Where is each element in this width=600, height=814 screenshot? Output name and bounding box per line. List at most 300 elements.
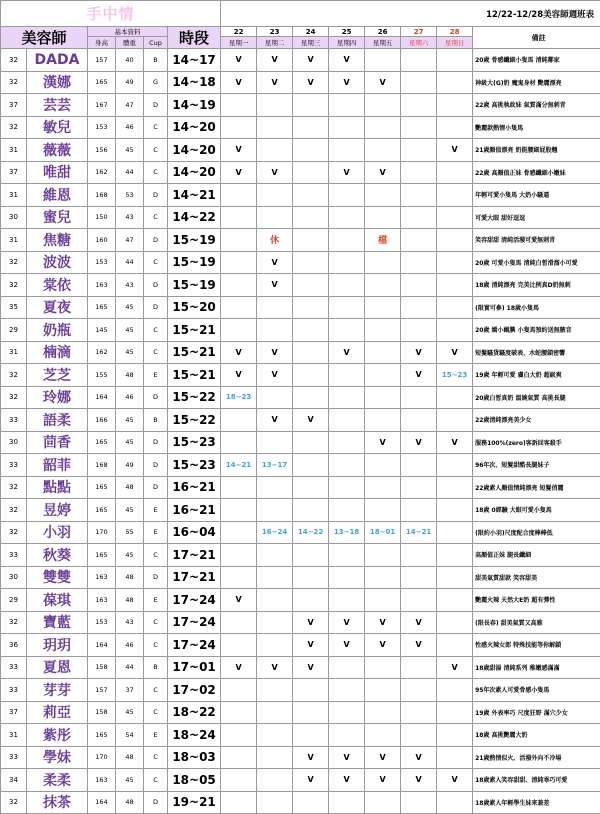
stylist-id: 36 <box>1 634 27 657</box>
stylist-name: 波波 <box>27 251 88 274</box>
day-cell-25 <box>329 476 365 499</box>
stylist-height: 164 <box>88 634 116 657</box>
stylist-time-slot: 17~21 <box>168 566 221 589</box>
day-cell-28 <box>437 679 473 702</box>
stylist-id: 30 <box>1 206 27 229</box>
day-cell-26 <box>365 544 401 567</box>
stylist-cup: D <box>144 274 168 297</box>
day-cell-24 <box>293 431 329 454</box>
day-cell-26 <box>365 791 401 814</box>
day-cell-27: V <box>401 431 437 454</box>
day-cell-22 <box>221 679 257 702</box>
day-cell-22: V <box>221 161 257 184</box>
stylist-weight: 53 <box>116 184 144 207</box>
stylist-id: 32 <box>1 476 27 499</box>
stylist-row <box>1 386 600 409</box>
stylist-row <box>1 679 600 702</box>
stylist-time-slot: 18~22 <box>168 701 221 724</box>
day-cell-25 <box>329 589 365 612</box>
stylist-cup: E <box>144 724 168 747</box>
stylist-name: 夏恩 <box>27 656 88 679</box>
stylist-row <box>1 791 600 814</box>
stylist-id: 32 <box>1 364 27 387</box>
day-cell-25 <box>329 139 365 162</box>
day-cell-26 <box>365 364 401 387</box>
day-cell-27 <box>401 161 437 184</box>
day-cell-23: V <box>257 341 293 364</box>
day-cell-26 <box>365 94 401 117</box>
stylist-weight: 47 <box>116 229 144 252</box>
date-header-28: 28 <box>437 27 473 37</box>
day-cell-27: V <box>401 341 437 364</box>
stylist-height: 164 <box>88 791 116 814</box>
stylist-id: 31 <box>1 184 27 207</box>
weekday-header-mon: 星期一 <box>221 37 257 49</box>
stylist-height: 168 <box>88 184 116 207</box>
day-cell-23 <box>257 386 293 409</box>
day-cell-22: V <box>221 656 257 679</box>
day-cell-26 <box>365 656 401 679</box>
stylist-note: 18歲 高挑艷麗大奶 <box>473 724 600 747</box>
stylist-id: 32 <box>1 49 27 72</box>
stylist-name: 昱婷 <box>27 499 88 522</box>
day-cell-23 <box>257 206 293 229</box>
stylist-time-slot: 17~24 <box>168 611 221 634</box>
col-basic-info-header: 基本資料 <box>88 27 168 37</box>
stylist-cup: E <box>144 499 168 522</box>
stylist-name: 芽芽 <box>27 679 88 702</box>
day-cell-24: 14~22 <box>293 521 329 544</box>
day-cell-28 <box>437 251 473 274</box>
day-cell-26 <box>365 341 401 364</box>
stylist-height: 164 <box>88 386 116 409</box>
stylist-cup: D <box>144 296 168 319</box>
day-cell-28 <box>437 116 473 139</box>
day-cell-27 <box>401 184 437 207</box>
day-cell-23: V <box>257 71 293 94</box>
day-cell-24 <box>293 454 329 477</box>
day-cell-24: V <box>293 49 329 72</box>
day-cell-22 <box>221 251 257 274</box>
day-cell-27 <box>401 251 437 274</box>
stylist-note: (限實可參) 18歲小隻馬 <box>473 296 600 319</box>
stylist-weight: 45 <box>116 319 144 342</box>
stylist-note: 95年次素人可愛骨感小隻馬 <box>473 679 600 702</box>
day-cell-22: V <box>221 364 257 387</box>
day-cell-28 <box>437 476 473 499</box>
stylist-name: 寶藍 <box>27 611 88 634</box>
day-cell-27 <box>401 656 437 679</box>
stylist-cup: D <box>144 566 168 589</box>
day-cell-28 <box>437 454 473 477</box>
date-header-24: 24 <box>293 27 329 37</box>
stylist-time-slot: 14~20 <box>168 116 221 139</box>
day-cell-25: V <box>329 161 365 184</box>
stylist-row <box>1 521 600 544</box>
day-cell-26 <box>365 49 401 72</box>
col-time-header: 時段 <box>168 27 221 49</box>
day-cell-27 <box>401 476 437 499</box>
day-cell-26 <box>365 499 401 522</box>
day-cell-23: V <box>257 161 293 184</box>
stylist-time-slot: 14~17 <box>168 49 221 72</box>
day-cell-28: V <box>437 139 473 162</box>
stylist-note: 甜美氣質甜款 笑容甜美 <box>473 566 600 589</box>
day-cell-27 <box>401 274 437 297</box>
day-cell-26: V <box>365 71 401 94</box>
stylist-weight: 46 <box>116 116 144 139</box>
stylist-height: 166 <box>88 409 116 432</box>
day-cell-28 <box>437 184 473 207</box>
day-cell-26 <box>365 724 401 747</box>
stylist-height: 170 <box>88 746 116 769</box>
day-cell-27 <box>401 49 437 72</box>
day-cell-24 <box>293 476 329 499</box>
day-cell-28 <box>437 319 473 342</box>
stylist-row <box>1 184 600 207</box>
stylist-cup: C <box>144 634 168 657</box>
stylist-id: 32 <box>1 791 27 814</box>
stylist-weight: 37 <box>116 679 144 702</box>
day-cell-24: V <box>293 656 329 679</box>
stylist-height: 165 <box>88 724 116 747</box>
stylist-name: 莉亞 <box>27 701 88 724</box>
day-cell-23 <box>257 769 293 792</box>
stylist-row <box>1 296 600 319</box>
stylist-row <box>1 724 600 747</box>
stylist-row <box>1 769 600 792</box>
stylist-height: 165 <box>88 431 116 454</box>
stylist-row <box>1 701 600 724</box>
stylist-note: 高顏值正妹 腿長纖細 <box>473 544 600 567</box>
stylist-cup: C <box>144 544 168 567</box>
schedule-title: 12/22-12/28美容師週班表 <box>221 1 600 27</box>
stylist-height: 165 <box>88 296 116 319</box>
day-cell-23 <box>257 544 293 567</box>
stylist-name: 蜜兒 <box>27 206 88 229</box>
day-cell-26: 18~01 <box>365 521 401 544</box>
day-cell-28 <box>437 206 473 229</box>
stylist-time-slot: 16~21 <box>168 499 221 522</box>
stylist-row <box>1 589 600 612</box>
day-cell-23: V <box>257 656 293 679</box>
day-cell-23 <box>257 476 293 499</box>
day-cell-25 <box>329 701 365 724</box>
day-cell-22 <box>221 701 257 724</box>
day-cell-26: V <box>365 161 401 184</box>
stylist-weight: 48 <box>116 746 144 769</box>
stylist-weight: 45 <box>116 769 144 792</box>
stylist-note: 20歲 嬌小靦腆 小隻馬預約送無腋音 <box>473 319 600 342</box>
day-cell-24 <box>293 589 329 612</box>
stylist-cup: D <box>144 94 168 117</box>
stylist-time-slot: 15~19 <box>168 229 221 252</box>
stylist-note: 18歲素人笑容甜甜、清純乖巧可愛 <box>473 769 600 792</box>
stylist-note: 笑容甜甜 清純活潑可愛無刺青 <box>473 229 600 252</box>
day-cell-23 <box>257 611 293 634</box>
stylist-cup: C <box>144 319 168 342</box>
stylist-cup: C <box>144 679 168 702</box>
day-cell-28: V <box>437 341 473 364</box>
day-cell-27 <box>401 409 437 432</box>
stylist-cup: C <box>144 611 168 634</box>
weekday-header-sun: 星期日 <box>437 37 473 49</box>
day-cell-26 <box>365 184 401 207</box>
stylist-name: 小羽 <box>27 521 88 544</box>
day-cell-26 <box>365 589 401 612</box>
header-row-1 <box>1 27 600 37</box>
stylist-height: 168 <box>88 454 116 477</box>
stylist-height: 157 <box>88 49 116 72</box>
day-cell-27 <box>401 296 437 319</box>
stylist-name: 玥玥 <box>27 634 88 657</box>
day-cell-25 <box>329 296 365 319</box>
stylist-height: 165 <box>88 499 116 522</box>
stylist-id: 33 <box>1 746 27 769</box>
stylist-height: 153 <box>88 116 116 139</box>
stylist-name: 奶瓶 <box>27 319 88 342</box>
stylist-height: 162 <box>88 161 116 184</box>
day-cell-24 <box>293 544 329 567</box>
day-cell-26 <box>365 701 401 724</box>
day-cell-28 <box>437 409 473 432</box>
stylist-row <box>1 71 600 94</box>
date-header-27: 27 <box>401 27 437 37</box>
stylist-height: 145 <box>88 319 116 342</box>
stylist-weight: 49 <box>116 454 144 477</box>
stylist-name: 玲娜 <box>27 386 88 409</box>
day-cell-22 <box>221 94 257 117</box>
stylist-id: 31 <box>1 341 27 364</box>
date-header-25: 25 <box>329 27 365 37</box>
day-cell-24 <box>293 319 329 342</box>
day-cell-24 <box>293 701 329 724</box>
stylist-weight: 45 <box>116 544 144 567</box>
day-cell-28 <box>437 521 473 544</box>
stylist-time-slot: 16~04 <box>168 521 221 544</box>
stylist-time-slot: 14~20 <box>168 161 221 184</box>
day-cell-23: V <box>257 364 293 387</box>
day-cell-27 <box>401 206 437 229</box>
day-cell-28: V <box>437 656 473 679</box>
day-cell-25: V <box>329 71 365 94</box>
day-cell-24 <box>293 791 329 814</box>
stylist-weight: 48 <box>116 476 144 499</box>
day-cell-22: V <box>221 139 257 162</box>
stylist-name: 芝芝 <box>27 364 88 387</box>
day-cell-25 <box>329 431 365 454</box>
stylist-time-slot: 17~24 <box>168 634 221 657</box>
stylist-id: 33 <box>1 454 27 477</box>
stylist-id: 32 <box>1 116 27 139</box>
day-cell-25 <box>329 791 365 814</box>
stylist-height: 163 <box>88 274 116 297</box>
stylist-row <box>1 656 600 679</box>
stylist-name: 紫彤 <box>27 724 88 747</box>
stylist-height: 158 <box>88 701 116 724</box>
stylist-row <box>1 251 600 274</box>
day-cell-24 <box>293 251 329 274</box>
day-cell-26: V <box>365 746 401 769</box>
stylist-name: 唯甜 <box>27 161 88 184</box>
stylist-height: 153 <box>88 611 116 634</box>
stylist-note: 21歲熱情似火、活潑外向不冷場 <box>473 746 600 769</box>
stylist-cup: C <box>144 206 168 229</box>
stylist-cup: D <box>144 791 168 814</box>
day-cell-24: V <box>293 634 329 657</box>
stylist-time-slot: 15~21 <box>168 364 221 387</box>
day-cell-25 <box>329 116 365 139</box>
day-cell-22 <box>221 274 257 297</box>
stylist-cup: B <box>144 49 168 72</box>
day-cell-24: V <box>293 611 329 634</box>
day-cell-24 <box>293 206 329 229</box>
logo-cell <box>1 1 221 27</box>
day-cell-28 <box>437 229 473 252</box>
day-cell-26 <box>365 116 401 139</box>
day-cell-27 <box>401 229 437 252</box>
day-cell-22 <box>221 521 257 544</box>
day-cell-24: V <box>293 746 329 769</box>
stylist-name: 芸芸 <box>27 94 88 117</box>
stylist-note: 19歲 年輕可愛 膚白大奶 超級爽 <box>473 364 600 387</box>
day-cell-26 <box>365 296 401 319</box>
stylist-weight: 54 <box>116 724 144 747</box>
stylist-time-slot: 15~20 <box>168 296 221 319</box>
stylist-id: 32 <box>1 274 27 297</box>
day-cell-27 <box>401 499 437 522</box>
day-cell-25 <box>329 184 365 207</box>
day-cell-23 <box>257 94 293 117</box>
stylist-note: 22歲素人顏值情純漂亮 短髮俏麗 <box>473 476 600 499</box>
stylist-row <box>1 364 600 387</box>
stylist-note: 96年次、短髮甜酷長腿妹子 <box>473 454 600 477</box>
weekday-header-tue: 星期二 <box>257 37 293 49</box>
stylist-height: 163 <box>88 589 116 612</box>
stylist-note: 21歲顏值漂亮 奶挺腰細屁股翹 <box>473 139 600 162</box>
day-cell-23: 休 <box>257 229 293 252</box>
day-cell-28 <box>437 386 473 409</box>
stylist-name: 夏夜 <box>27 296 88 319</box>
stylist-time-slot: 18~03 <box>168 746 221 769</box>
stylist-cup: C <box>144 769 168 792</box>
day-cell-28 <box>437 791 473 814</box>
stylist-cup: E <box>144 364 168 387</box>
stylist-name: 茴香 <box>27 431 88 454</box>
day-cell-22 <box>221 184 257 207</box>
stylist-id: 31 <box>1 724 27 747</box>
day-cell-22 <box>221 746 257 769</box>
day-cell-23 <box>257 139 293 162</box>
stylist-cup: D <box>144 431 168 454</box>
day-cell-23: V <box>257 274 293 297</box>
day-cell-25 <box>329 319 365 342</box>
day-cell-24 <box>293 386 329 409</box>
stylist-id: 32 <box>1 386 27 409</box>
stylist-row <box>1 544 600 567</box>
day-cell-24 <box>293 274 329 297</box>
stylist-name: 敏兒 <box>27 116 88 139</box>
stylist-weight: 43 <box>116 206 144 229</box>
day-cell-22: 18~23 <box>221 386 257 409</box>
brand-logo: 手中情 <box>87 5 135 23</box>
day-cell-24 <box>293 364 329 387</box>
stylist-cup: D <box>144 454 168 477</box>
day-cell-26 <box>365 386 401 409</box>
day-cell-24 <box>293 139 329 162</box>
day-cell-28 <box>437 161 473 184</box>
day-cell-24 <box>293 229 329 252</box>
day-cell-27: V <box>401 746 437 769</box>
stylist-height: 165 <box>88 476 116 499</box>
col-stylist-header: 美容師 <box>1 27 88 49</box>
day-cell-24 <box>293 566 329 589</box>
day-cell-28 <box>437 701 473 724</box>
stylist-id: 33 <box>1 409 27 432</box>
day-cell-28 <box>437 724 473 747</box>
weekday-header-sat: 星期六 <box>401 37 437 49</box>
day-cell-24 <box>293 341 329 364</box>
day-cell-23: V <box>257 251 293 274</box>
day-cell-23: 16~24 <box>257 521 293 544</box>
day-cell-25 <box>329 454 365 477</box>
day-cell-25: 13~18 <box>329 521 365 544</box>
day-cell-26 <box>365 566 401 589</box>
day-cell-27: V <box>401 611 437 634</box>
stylist-time-slot: 17~02 <box>168 679 221 702</box>
day-cell-25 <box>329 409 365 432</box>
day-cell-24 <box>293 499 329 522</box>
stylist-cup: E <box>144 521 168 544</box>
stylist-time-slot: 17~24 <box>168 589 221 612</box>
day-cell-27 <box>401 724 437 747</box>
day-cell-25: V <box>329 341 365 364</box>
stylist-time-slot: 14~22 <box>168 206 221 229</box>
stylist-name: 抹茶 <box>27 791 88 814</box>
stylist-height: 170 <box>88 521 116 544</box>
stylist-name: 秋葵 <box>27 544 88 567</box>
stylist-weight: 43 <box>116 274 144 297</box>
stylist-note: 年輕可愛小隻馬 大奶小騷逼 <box>473 184 600 207</box>
stylist-name: 棠依 <box>27 274 88 297</box>
stylist-note: 22歲 高挑執政妹 氣質滿分無刺青 <box>473 94 600 117</box>
day-cell-25 <box>329 206 365 229</box>
day-cell-23: 13~17 <box>257 454 293 477</box>
day-cell-22: 14~21 <box>221 454 257 477</box>
day-cell-26 <box>365 679 401 702</box>
stylist-height: 158 <box>88 656 116 679</box>
stylist-time-slot: 14~18 <box>168 71 221 94</box>
stylist-id: 33 <box>1 656 27 679</box>
stylist-row <box>1 746 600 769</box>
day-cell-25 <box>329 499 365 522</box>
day-cell-25: V <box>329 49 365 72</box>
stylist-weight: 48 <box>116 364 144 387</box>
stylist-row <box>1 476 600 499</box>
day-cell-22 <box>221 499 257 522</box>
day-cell-22 <box>221 431 257 454</box>
date-header-23: 23 <box>257 27 293 37</box>
col-weight-header: 體重 <box>116 37 144 49</box>
day-cell-26: V <box>365 769 401 792</box>
day-cell-22 <box>221 116 257 139</box>
day-cell-26: V <box>365 634 401 657</box>
stylist-weight: 55 <box>116 521 144 544</box>
stylist-row <box>1 206 600 229</box>
day-cell-24 <box>293 161 329 184</box>
day-cell-28 <box>437 746 473 769</box>
stylist-cup: E <box>144 589 168 612</box>
